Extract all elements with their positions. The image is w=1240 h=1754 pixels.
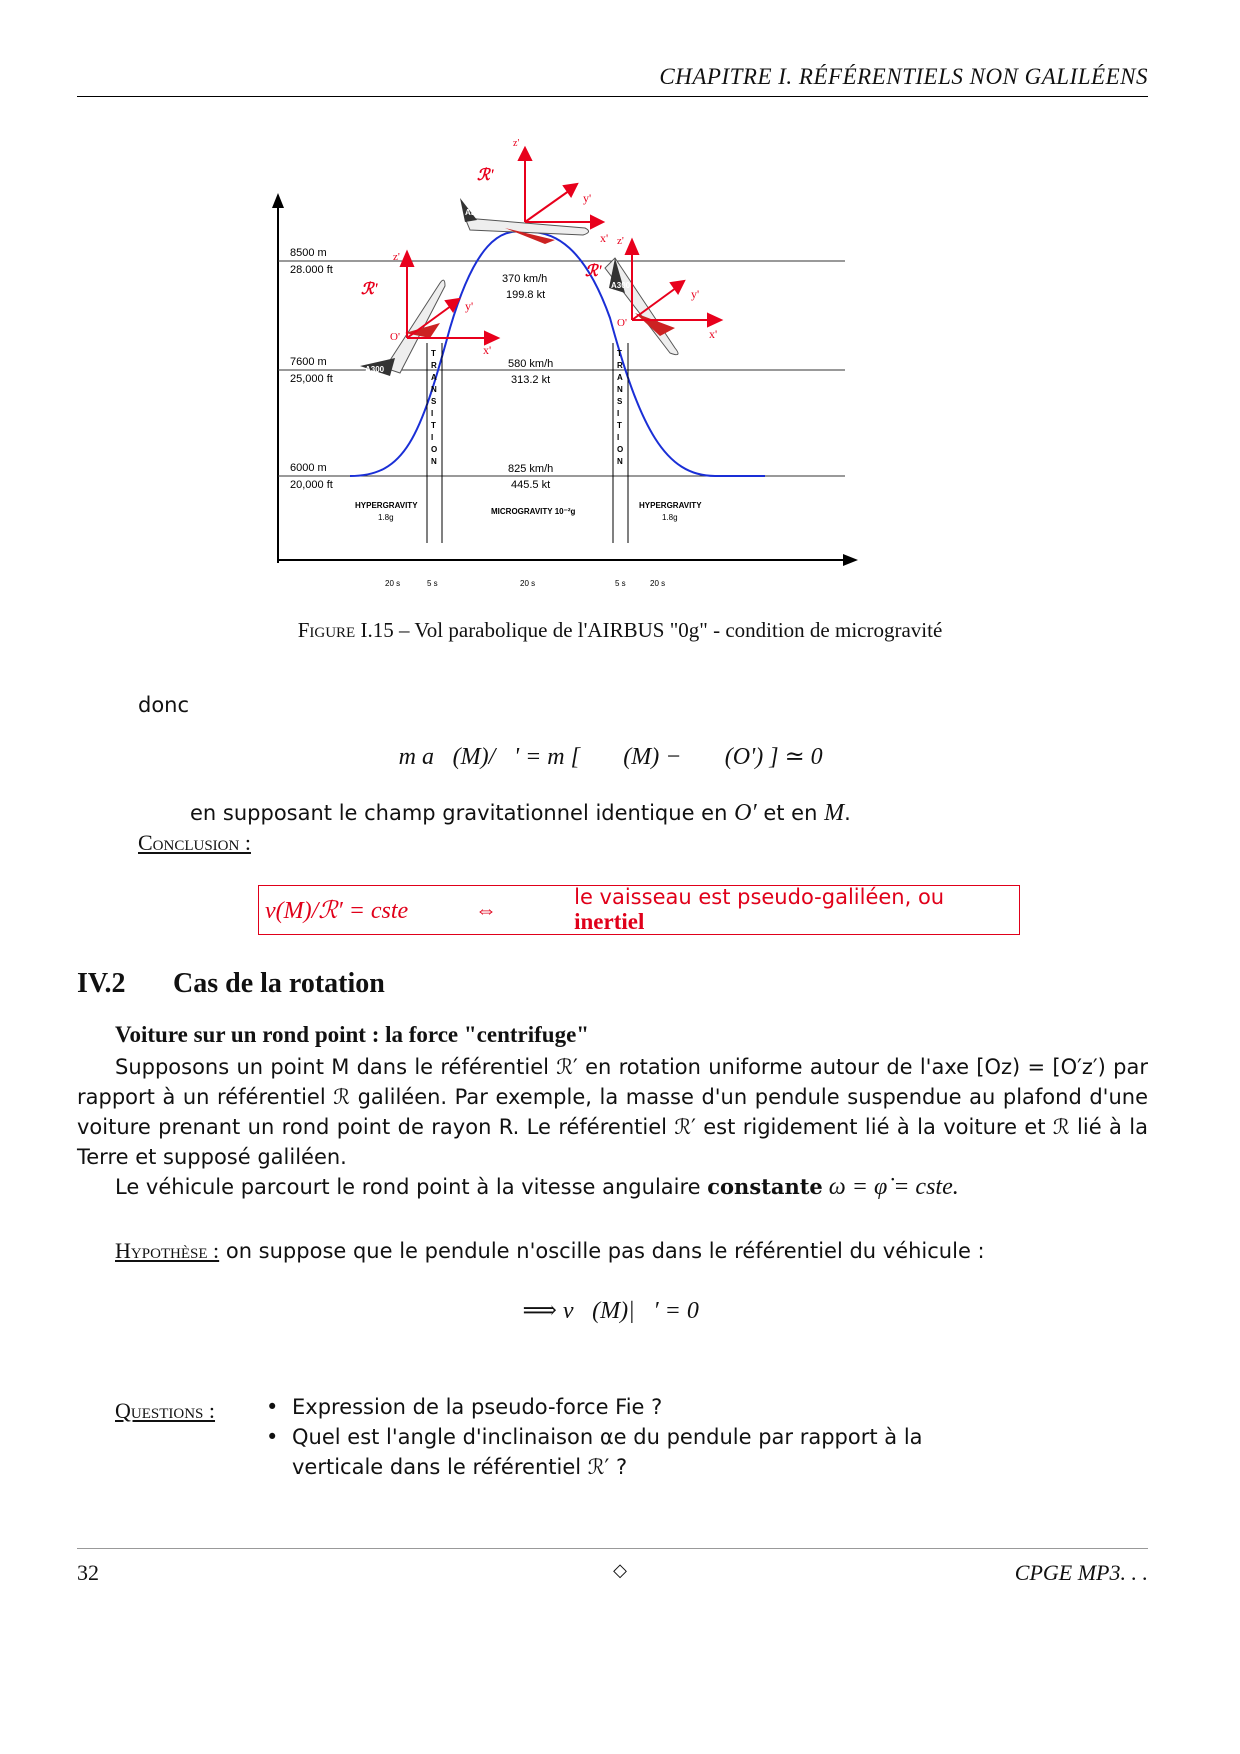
speed-kmh-0: 370 km/h (502, 273, 548, 285)
phase-hyper-left-val: 1.8g (378, 513, 394, 522)
hypothesis-text: on suppose que le pendule n'oscille pas dans le référentiel du véhicule : (219, 1239, 985, 1263)
x-axis-arrow-icon (843, 554, 858, 566)
assumption-text (190, 798, 851, 828)
alt-m-2: 6000 m (290, 462, 327, 474)
tr-9: N (617, 457, 623, 466)
box-iff: ⇔ (474, 897, 497, 922)
conclusion-box (258, 885, 1020, 935)
footer-rule (77, 1548, 1148, 1549)
plane-tag-top: A300 (465, 208, 485, 217)
speed-kt-1: 313.2 kt (511, 374, 551, 386)
plane-tag-left: A300 (365, 365, 385, 374)
footer-course: CPGE MP3. . . (1014, 1560, 1148, 1585)
diamond-icon: ◇ (613, 1560, 627, 1581)
assume-c: . (844, 801, 851, 825)
phase-hyper-right: HYPERGRAVITY (639, 501, 702, 510)
box-right-bold: inertiel (574, 909, 645, 934)
time-1: 5 s (427, 579, 438, 588)
frame-top-R: ℛ' (477, 167, 495, 184)
tr-1: R (617, 361, 623, 370)
page-number: 32 (77, 1560, 99, 1585)
tl-0: T (431, 349, 436, 358)
tl-8: O (431, 445, 438, 454)
speed-kmh-2: 825 km/h (508, 463, 554, 475)
caption-prefix: Figure I.15 (297, 618, 394, 642)
figure-caption (0, 618, 1240, 643)
frame-top-x: x' (600, 231, 609, 245)
frame-right-R: ℛ' (585, 263, 603, 280)
tl-3: N (431, 385, 437, 394)
frame-left-z: z' (393, 251, 400, 263)
question-item: • Expression de la pseudo-force Fie ? (262, 1392, 1002, 1422)
frame-left-x: x' (483, 343, 492, 357)
alt-ft-1: 25,000 ft (290, 373, 333, 385)
phase-hyper-left: HYPERGRAVITY (355, 501, 418, 510)
time-3: 5 s (615, 579, 626, 588)
flight-trajectory (350, 231, 765, 476)
time-0: 20 s (385, 579, 401, 588)
section-number: IV.2 (77, 968, 126, 999)
frame-left-y: y' (465, 299, 474, 313)
tl-2: A (431, 373, 437, 382)
frame-left-O: O' (390, 331, 400, 343)
transition-label-left (431, 349, 437, 466)
p2-b: ω = φ̇ = cste. (822, 1174, 959, 1200)
hypothesis (115, 1236, 985, 1266)
tr-2: A (617, 373, 623, 382)
transition-label-right (617, 349, 623, 466)
section-heading (77, 968, 385, 1000)
phase-hyper-right-val: 1.8g (662, 513, 678, 522)
tl-1: R (431, 361, 437, 370)
equation-acceleration: m a⃗(M)/ℛ' = m [ 𝒢⃗(M) − 𝒢⃗(O') ] ≃ 0⃗ (398, 744, 842, 770)
assume-a: en supposant le champ gravitationnel identique en (190, 801, 735, 825)
donc-text: donc (138, 693, 190, 717)
speed-kt-2: 445.5 kt (511, 479, 551, 491)
frame-top-z: z' (513, 138, 520, 149)
alt-ft-0: 28.000 ft (290, 264, 333, 276)
frame-right-z: z' (617, 235, 624, 247)
y-axis-arrow-icon (272, 193, 284, 208)
questions-label: Questions : (115, 1398, 216, 1423)
frame-top (519, 148, 603, 228)
questions-list (262, 1392, 1002, 1482)
assume-O: O′ (734, 800, 757, 826)
tr-0: T (617, 349, 622, 358)
running-header: CHAPITRE I. RÉFÉRENTIELS NON GALILÉENS (659, 64, 1148, 89)
alt-m-1: 7600 m (290, 356, 327, 368)
paragraph-1: Supposons un point M dans le référentiel ℛ′ en rotation uniforme autour de l'axe [Oz) = [O′z′) par rapport à un référentiel ℛ galiléen. Par exemple, la masse d'un pendule suspendue au plafond d'une voiture prenant un rond point de rayon R. Le référentiel ℛ′ est rigidement lié à la voiture et ℛ lié à la Terre et supposé galiléen. (77, 1055, 1148, 1169)
section-title: Cas de la rotation (173, 968, 385, 999)
caption-text: – Vol parabolique de l'AIRBUS "0g" - condition de microgravité (393, 618, 943, 642)
paragraph-2 (77, 1172, 1148, 1202)
frame-left-R: ℛ' (361, 281, 379, 298)
box-right-main: le vaisseau est pseudo-galiléen, ou (574, 885, 945, 909)
phase-micro: MICROGRAVITY 10⁻²g (491, 507, 576, 516)
frame-top-y: y' (583, 191, 592, 205)
tr-6: T (617, 421, 622, 430)
frame-right-O: O' (617, 317, 627, 329)
frame-right-x: x' (709, 327, 718, 341)
tl-5: I (431, 409, 434, 418)
parabolic-flight-figure (255, 138, 875, 593)
tl-6: T (431, 421, 436, 430)
tl-9: N (431, 457, 437, 466)
time-2: 20 s (520, 579, 536, 588)
equation-velocity: ⟹ v⃗(M)|ℛ′ = 0⃗ (522, 1298, 718, 1324)
tr-8: O (617, 445, 624, 454)
hypothesis-label: Hypothèse : (115, 1238, 220, 1263)
alt-m-0: 8500 m (290, 247, 327, 259)
p2-bold: constante (707, 1174, 823, 1199)
conclusion-label: Conclusion : (138, 830, 251, 855)
tl-4: S (431, 397, 437, 406)
time-4: 20 s (650, 579, 666, 588)
subheading: Voiture sur un rond point : la force "centrifuge" (115, 1022, 590, 1047)
plane-tag-right: A300 (611, 281, 631, 290)
question-item: • Quel est l'angle d'inclinaison αe du pendule par rapport à la verticale dans le référentiel ℛ′ ? (262, 1422, 1002, 1482)
box-left-formula: v(M)/ℛ′ = cste (265, 897, 409, 924)
tr-5: I (617, 409, 620, 418)
speed-kmh-1: 580 km/h (508, 358, 554, 370)
header-rule (77, 96, 1148, 97)
tr-7: I (617, 433, 620, 442)
p2-a: Le véhicule parcourt le rond point à la vitesse angulaire (115, 1175, 708, 1199)
box-right-text (574, 885, 1013, 935)
tr-3: N (617, 385, 623, 394)
body-text (77, 1052, 1148, 1202)
tr-4: S (617, 397, 623, 406)
frame-right (626, 240, 721, 326)
assume-b: et en (756, 801, 825, 825)
speed-kt-0: 199.8 kt (506, 289, 546, 301)
tl-7: I (431, 433, 434, 442)
frame-right-y: y' (691, 287, 700, 301)
alt-ft-2: 20,000 ft (290, 479, 333, 491)
assume-M: M (824, 800, 845, 826)
